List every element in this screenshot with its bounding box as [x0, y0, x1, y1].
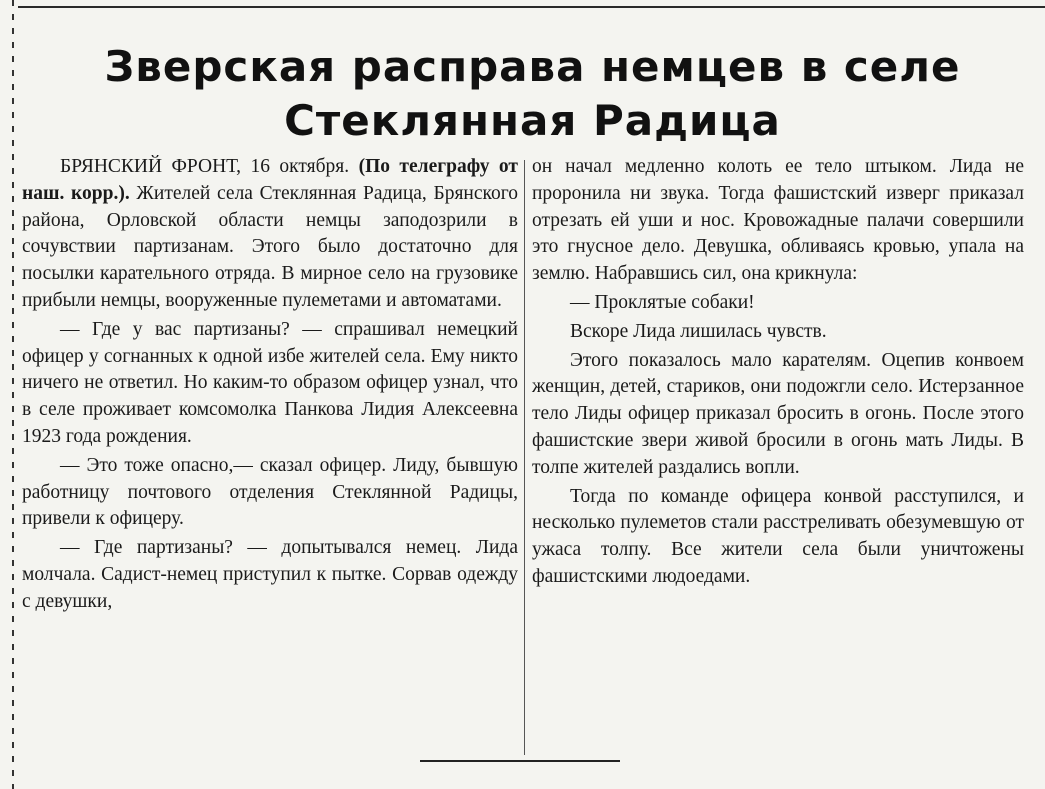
article-paragraph-continued: он начал медленно колоть ее тело штыком. Лида не проронила ни звука. Тогда фашистский изверг приказал отрезать ей уши и нос. Кровожадные палачи совершили это гнусное дело. Девушка, обливаясь кровью, упала на землю. Набравшись сил, она крикнула:: [532, 156, 1024, 285]
headline-line-1: Зверская расправа немцев в селе: [104, 42, 961, 91]
article-paragraph: Вскоре Лида лишилась чувств.: [570, 320, 827, 342]
article-paragraph: Тогда по команде офицера конвой расступился, и несколько пулеметов стали расстреливать обезумевшую от ужаса толпу. Все жители села были уничтожены фашистскими людоедами.: [532, 485, 1024, 587]
article-column-right: [532, 154, 1024, 591]
end-of-article-rule: [420, 760, 620, 762]
article-paragraph: — Где партизаны? — допытывался немец. Лида молчала. Садист-немец приступил к пытке. Сорвав одежду с девушки,: [22, 537, 518, 612]
article-paragraph: Этого показалось мало карателям. Оцепив конвоем женщин, детей, стариков, они подожгли село. Истерзанное тело Лиды офицер приказал бросить в огонь. После этого фашистские звери живой бросили в огонь мать Лиды. В толпе жителей раздались вопли.: [532, 349, 1024, 478]
article-paragraph: — Это тоже опасно,— сказал офицер. Лиду, бывшую работницу почтового отделения Стеклянной Радицы, привели к офицеру.: [22, 454, 518, 530]
headline-line-2: Стеклянная Радица: [284, 96, 781, 145]
column-divider: [524, 160, 525, 755]
dateline: БРЯНСКИЙ ФРОНТ, 16 октября.: [60, 156, 350, 177]
article-paragraph: [22, 154, 518, 315]
article-paragraph: — Проклятые собаки!: [570, 291, 755, 313]
top-border-rule: [18, 6, 1045, 8]
article-headline: [30, 40, 1035, 148]
article-column-left: [22, 154, 518, 616]
byline: (По телеграфу от наш. корр.).: [22, 156, 518, 204]
paragraph-text: Жителей села Стеклянная Радица, Брянского района, Орловской области немцы заподозрили в сочувствии партизанам. Этого было достаточно для посылки карательного отряда. В мирное село на грузовике прибыли немцы, вооруженные пулеметами и автоматами.: [22, 182, 519, 311]
left-border-rule: [12, 0, 14, 789]
article-paragraph: — Где у вас партизаны? — спрашивал немецкий офицер у согнанных к одной избе жителей села. Ему никто ничего не ответил. Но каким-то образом офицер узнал, что в селе проживает комсомолка Панкова Лидия Алексеевна 1923 года рождения.: [22, 318, 518, 447]
